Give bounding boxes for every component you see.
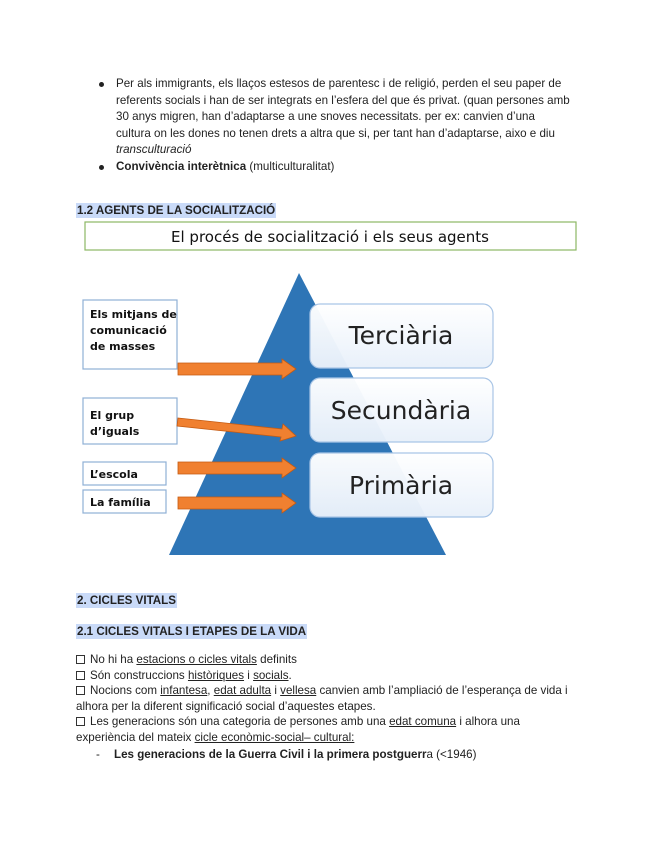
text-line: referents socials i han de ser integrats en l’esfera del que és privat. (quan persones amb [116, 93, 570, 107]
checklist-item [76, 652, 596, 668]
text-span: , [207, 684, 214, 697]
text-span: definits [256, 653, 297, 666]
checkbox-icon [76, 655, 85, 664]
bullet-convivencia [96, 159, 586, 176]
dash-item-generations [96, 748, 476, 761]
text-span: Les generacions són una categoria de persones amb una [90, 715, 390, 728]
text-span: i [271, 684, 281, 697]
text-line: Per als immigrants, els llaços estesos de parentesc i de religió, perden el seu paper de [116, 77, 562, 90]
bullet-dot [99, 82, 104, 87]
text-span: Nocions com [90, 684, 161, 697]
top-bullet-list [96, 76, 586, 175]
agent-media-line2: comunicació [90, 324, 167, 337]
text-span: (multiculturalitat) [246, 159, 335, 173]
text-line: cultura on les dones no tenen drets a altra que si, per tant han d’adaptarse, aixo e diu [116, 126, 555, 140]
text-line: 30 anys migren, han d’adaptarse a une snoves necessitats. per ex: canvien d’una [116, 110, 535, 123]
bullet-immigrants [96, 76, 586, 159]
heading-text: 2.1 CICLES VITALS I ETAPES DE LA VIDA [77, 625, 307, 638]
agent-media-line1: Els mitjans de [90, 308, 177, 321]
diagram-title: El procés de socialització i els seus agents [171, 228, 489, 246]
underlined-term: històriques [187, 668, 245, 682]
checkbox-icon [76, 686, 85, 695]
text-span: i [244, 668, 254, 682]
underlined-term: edat comuna [389, 715, 457, 728]
section-heading-2 [76, 591, 177, 609]
checkbox-icon [76, 717, 85, 726]
level-label-secundaria: Secundària [330, 396, 472, 425]
dash-marker: - [96, 748, 100, 761]
agent-peers-line1: El grup [90, 409, 135, 422]
level-label-primaria: Primària [348, 471, 454, 500]
bullet-dot [99, 165, 104, 170]
text-span: . [288, 668, 292, 682]
heading-text: 2. CICLES VITALS [77, 594, 176, 607]
checkbox-icon [76, 671, 85, 680]
underlined-term: edat adulta [213, 684, 272, 697]
agent-school: L’escola [90, 468, 138, 481]
agent-peers-line2: d’iguals [90, 425, 140, 438]
underlined-term: socials [253, 668, 289, 682]
text-span: experiència del mateix [76, 730, 195, 744]
level-label-terciaria: Terciària [348, 321, 454, 350]
text-span: canvien amb l’ampliació de l’esperança de vida i [316, 684, 568, 697]
section-heading-1-2 [76, 201, 276, 219]
underlined-term: infantesa [160, 684, 208, 697]
agent-media-line3: de masses [90, 340, 156, 353]
checklist-item [76, 683, 596, 714]
underlined-term: estacions o cicles vitals [136, 653, 257, 666]
text-span: a (<1946) [426, 748, 477, 761]
text-span: Són construccions [90, 668, 188, 682]
text-line: alhora per la diferent significació social d’aquestes etapes. [76, 699, 376, 713]
bold-term: Les generacions de la Guerra Civil i la primera postguerr [114, 748, 427, 761]
checklist-item [76, 714, 596, 745]
text-span: i alhora una [456, 715, 520, 728]
underlined-term: vellesa [280, 684, 317, 697]
section-heading-2-1 [76, 622, 307, 640]
socialization-diagram [78, 218, 583, 563]
checklist-item [76, 668, 596, 684]
agent-family: La família [90, 496, 151, 509]
cycles-checklist [76, 652, 596, 745]
heading-text: 1.2 AGENTS DE LA SOCIALITZACIÓ [77, 204, 276, 217]
italic-term: transculturació [116, 143, 192, 156]
bold-term: Convivència interètnica [116, 159, 247, 173]
underlined-term: cicle econòmic-social– cultural: [194, 730, 355, 744]
text-span: No hi ha [90, 653, 137, 666]
